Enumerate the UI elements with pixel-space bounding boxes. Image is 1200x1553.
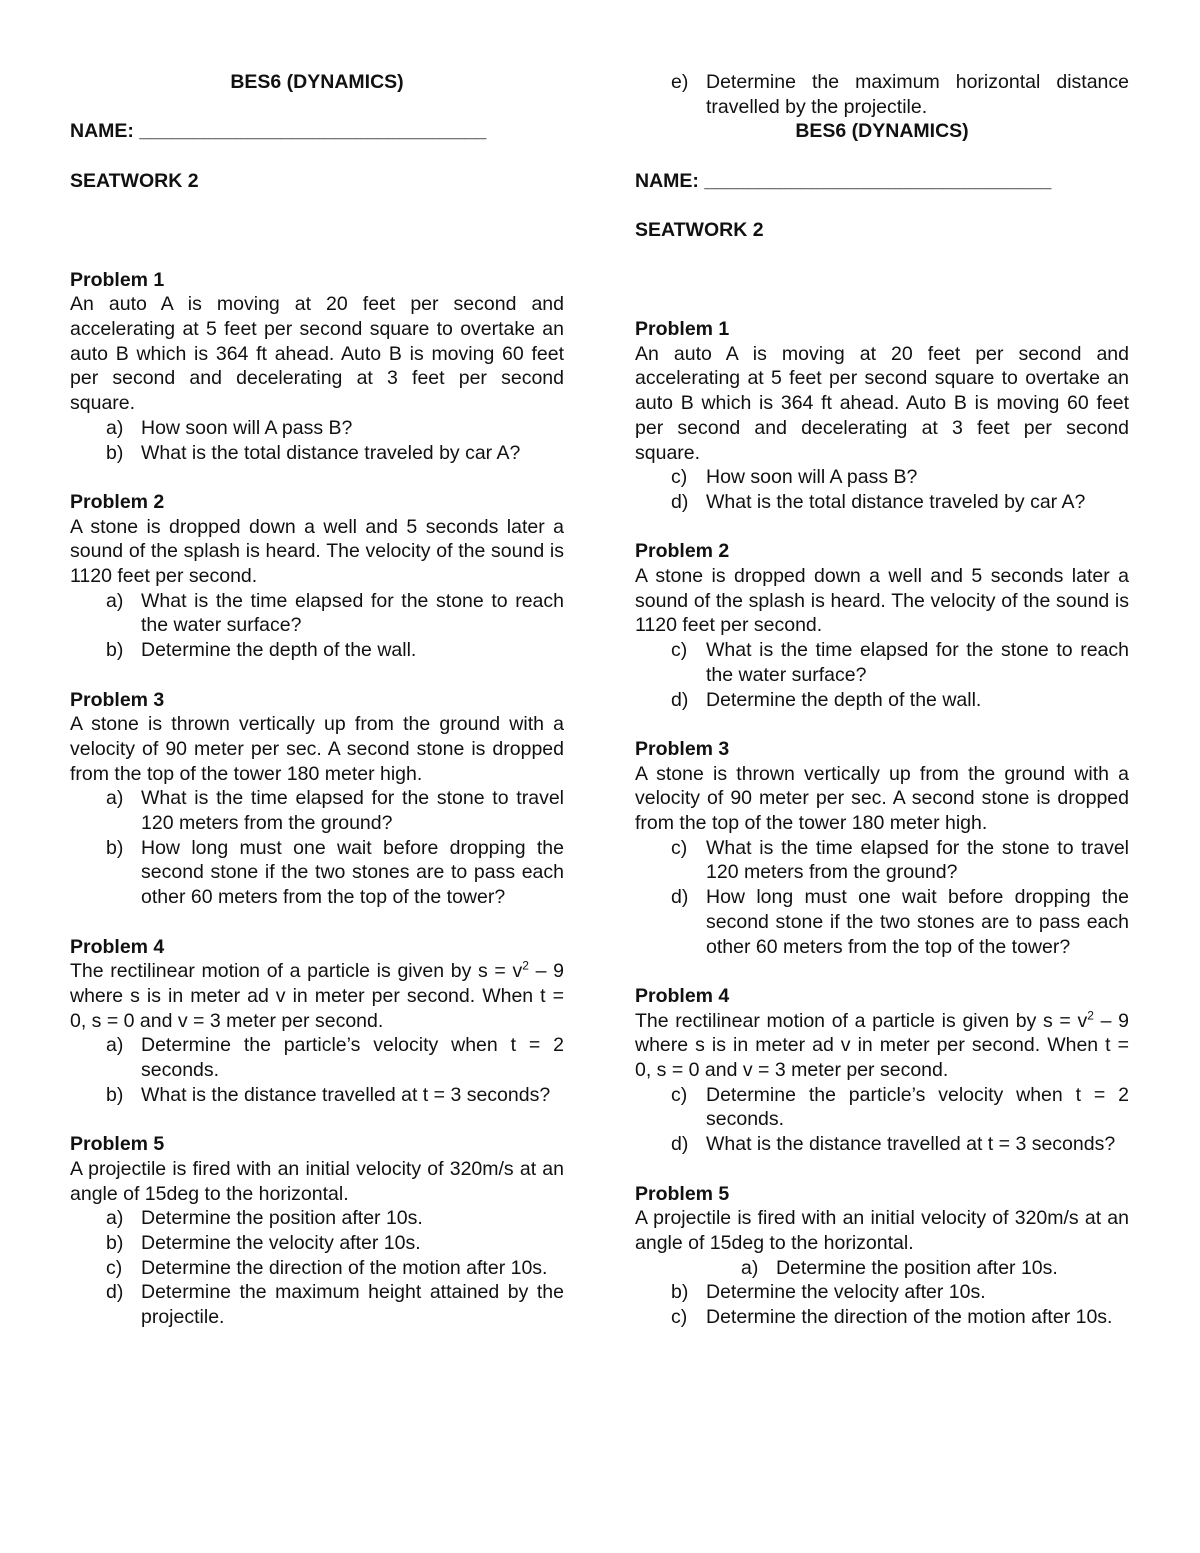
name-field-label: NAME: ________________________________: [70, 120, 487, 143]
problem-1-text: An auto A is moving at 20 feet per second and accelerating at 5 feet per second square to overtake an auto B which is 364 ft ahead. Auto B is moving 60 feet per second and decelerating at 3 feet per second square.: [70, 293, 564, 415]
question-text: Determine the depth of the wall.: [141, 639, 417, 662]
list-marker: c): [671, 836, 688, 859]
question-text: What is the total distance traveled by car A?: [706, 490, 1086, 513]
question-text: Determine the maximum horizontal distance travelled by the projectile.: [706, 71, 1129, 118]
list-marker: d): [671, 886, 689, 909]
problem-5-question-c-repeat: [635, 1305, 1129, 1330]
right-column: [635, 70, 1129, 1330]
problem-4-title-repeat: Problem 4: [635, 984, 730, 1007]
question-text: Determine the particle’s velocity when t = 2 seconds.: [141, 1034, 564, 1082]
problem-5-question-e: [635, 70, 1129, 119]
doc-title-repeat: BES6 (DYNAMICS): [795, 120, 969, 143]
list-marker: d): [671, 490, 689, 513]
list-marker: b): [106, 441, 124, 464]
question-text: How soon will A pass B?: [706, 466, 918, 489]
list-marker: b): [106, 836, 124, 859]
list-marker: b): [671, 1281, 689, 1304]
problem-4-text-part-a: The rectilinear motion of a particle is given by s = v: [635, 1009, 1088, 1032]
problem-3-question-d: [635, 885, 1129, 959]
problem-4-text-repeat: [635, 1009, 1129, 1083]
problem-4-title: Problem 4: [70, 935, 165, 958]
problem-1-title-repeat: Problem 1: [635, 317, 730, 340]
question-text: Determine the maximum height attained by the projectile.: [141, 1281, 564, 1329]
problem-5-question-d: [70, 1280, 564, 1329]
list-marker: c): [671, 466, 688, 489]
problem-4-question-b: [70, 1083, 564, 1108]
question-text: Determine the velocity after 10s.: [141, 1231, 421, 1254]
list-marker: d): [671, 1133, 689, 1156]
problem-5-question-c: [70, 1256, 564, 1281]
problem-1-question-a: [70, 416, 564, 441]
problem-4-text: [70, 959, 564, 1033]
list-marker: a): [106, 589, 124, 612]
question-text: What is the time elapsed for the stone to reach the water surface?: [706, 639, 1129, 686]
question-text: How long must one wait before dropping the second stone if the two stones are to pass each other 60 meters from the top of the tower?: [141, 836, 564, 909]
exponent: 2: [522, 958, 529, 973]
problem-4-question-a: [70, 1033, 564, 1082]
question-text: Determine the position after 10s.: [141, 1207, 423, 1230]
list-marker: b): [106, 639, 124, 662]
doc-title: BES6 (DYNAMICS): [230, 71, 404, 93]
list-marker: c): [671, 1306, 688, 1329]
question-text: How soon will A pass B?: [141, 416, 353, 439]
problem-1-text-repeat: An auto A is moving at 20 feet per second and accelerating at 5 feet per second square to overtake an auto B which is 364 ft ahead. Auto B is moving 60 feet per second and decelerating at 3 feet per second square.: [635, 342, 1129, 464]
question-text: What is the total distance traveled by car A?: [141, 441, 521, 464]
left-column: [70, 70, 564, 1330]
question-text: How long must one wait before dropping the second stone if the two stones are to pass each other 60 meters from the top of the tower?: [706, 886, 1129, 958]
question-text: What is the time elapsed for the stone to reach the water surface?: [141, 589, 564, 637]
list-marker: d): [106, 1281, 124, 1304]
problem-3-question-a: [70, 786, 564, 835]
list-marker: d): [671, 688, 689, 711]
question-text: What is the time elapsed for the stone to travel 120 meters from the ground?: [706, 836, 1129, 884]
problem-1-question-b: [70, 441, 564, 466]
list-marker: e): [671, 71, 689, 93]
problem-5-title-repeat: Problem 5: [635, 1182, 730, 1205]
question-text: What is the distance travelled at t = 3 seconds?: [706, 1133, 1116, 1156]
problem-5-title: Problem 5: [70, 1133, 165, 1156]
problem-3-text-repeat: A stone is thrown vertically up from the ground with a velocity of 90 meter per sec. A second stone is dropped from the top of the tower 180 meter high.: [635, 762, 1129, 835]
list-marker: a): [106, 1034, 124, 1057]
list-marker: c): [671, 639, 688, 662]
list-marker: c): [671, 1083, 688, 1106]
list-marker: a): [106, 787, 124, 810]
problem-3-title-repeat: Problem 3: [635, 737, 730, 760]
problem-5-question-a: [70, 1206, 564, 1231]
problem-4-text-part-a: The rectilinear motion of a particle is given by s = v: [70, 960, 523, 983]
problem-2-question-b: [70, 638, 564, 663]
problem-5-text: A projectile is fired with an initial velocity of 320m/s at an angle of 15deg to the horizontal.: [70, 1157, 564, 1205]
question-text: Determine the velocity after 10s.: [706, 1281, 986, 1304]
question-text: Determine the depth of the wall.: [706, 688, 982, 711]
list-marker: c): [106, 1256, 123, 1279]
seatwork-heading: SEATWORK 2: [70, 169, 199, 192]
question-text: What is the distance travelled at t = 3 seconds?: [141, 1083, 551, 1106]
problem-5-text-repeat: A projectile is fired with an initial velocity of 320m/s at an angle of 15deg to the horizontal.: [635, 1207, 1129, 1254]
problem-5-question-b-repeat: [635, 1280, 1129, 1305]
exponent: 2: [1087, 1008, 1094, 1023]
problem-2-title: Problem 2: [70, 490, 165, 513]
name-field-label-repeat: NAME: ________________________________: [635, 169, 1052, 192]
problem-4-text-part-b: – 9 where s is in meter ad v in meter per second. When t = 0, s = 0 and v = 3 meter per second.: [635, 1009, 1129, 1082]
problem-5-question-a-repeat: [635, 1256, 1129, 1281]
problem-3-text: A stone is thrown vertically up from the ground with a velocity of 90 meter per sec. A second stone is dropped from the top of the tower 180 meter high.: [70, 713, 564, 785]
problem-1-question-c: [635, 465, 1129, 490]
list-marker: b): [106, 1083, 124, 1106]
list-marker: b): [106, 1231, 124, 1254]
list-marker: a): [106, 416, 124, 439]
problem-2-title-repeat: Problem 2: [635, 540, 730, 563]
problem-4-question-d: [635, 1132, 1129, 1157]
problem-2-text: A stone is dropped down a well and 5 seconds later a sound of the splash is heard. The velocity of the sound is 1120 feet per second.: [70, 515, 564, 587]
list-marker: a): [741, 1256, 759, 1279]
question-text: Determine the direction of the motion after 10s.: [706, 1306, 1113, 1329]
list-marker: a): [106, 1207, 124, 1230]
question-text: What is the time elapsed for the stone to travel 120 meters from the ground?: [141, 787, 564, 835]
seatwork-heading-repeat: SEATWORK 2: [635, 219, 764, 242]
problem-3-title: Problem 3: [70, 688, 165, 711]
problem-2-text-repeat: A stone is dropped down a well and 5 seconds later a sound of the splash is heard. The velocity of the sound is 1120 feet per second.: [635, 565, 1129, 637]
problem-3-question-b: [70, 836, 564, 910]
problem-2-question-d: [635, 688, 1129, 713]
problem-1-question-d: [635, 490, 1129, 515]
question-text: Determine the particle’s velocity when t = 2 seconds.: [706, 1083, 1129, 1131]
problem-3-question-c: [635, 836, 1129, 885]
question-text: Determine the position after 10s.: [776, 1256, 1058, 1279]
question-text: Determine the direction of the motion after 10s.: [141, 1256, 548, 1279]
problem-2-question-a: [70, 589, 564, 638]
problem-4-question-c: [635, 1083, 1129, 1132]
problem-2-question-c: [635, 638, 1129, 687]
problem-4-text-part-b: – 9 where s is in meter ad v in meter per second. When t = 0, s = 0 and v = 3 meter per second.: [70, 960, 564, 1032]
problem-5-question-b: [70, 1231, 564, 1256]
problem-1-title: Problem 1: [70, 268, 165, 291]
